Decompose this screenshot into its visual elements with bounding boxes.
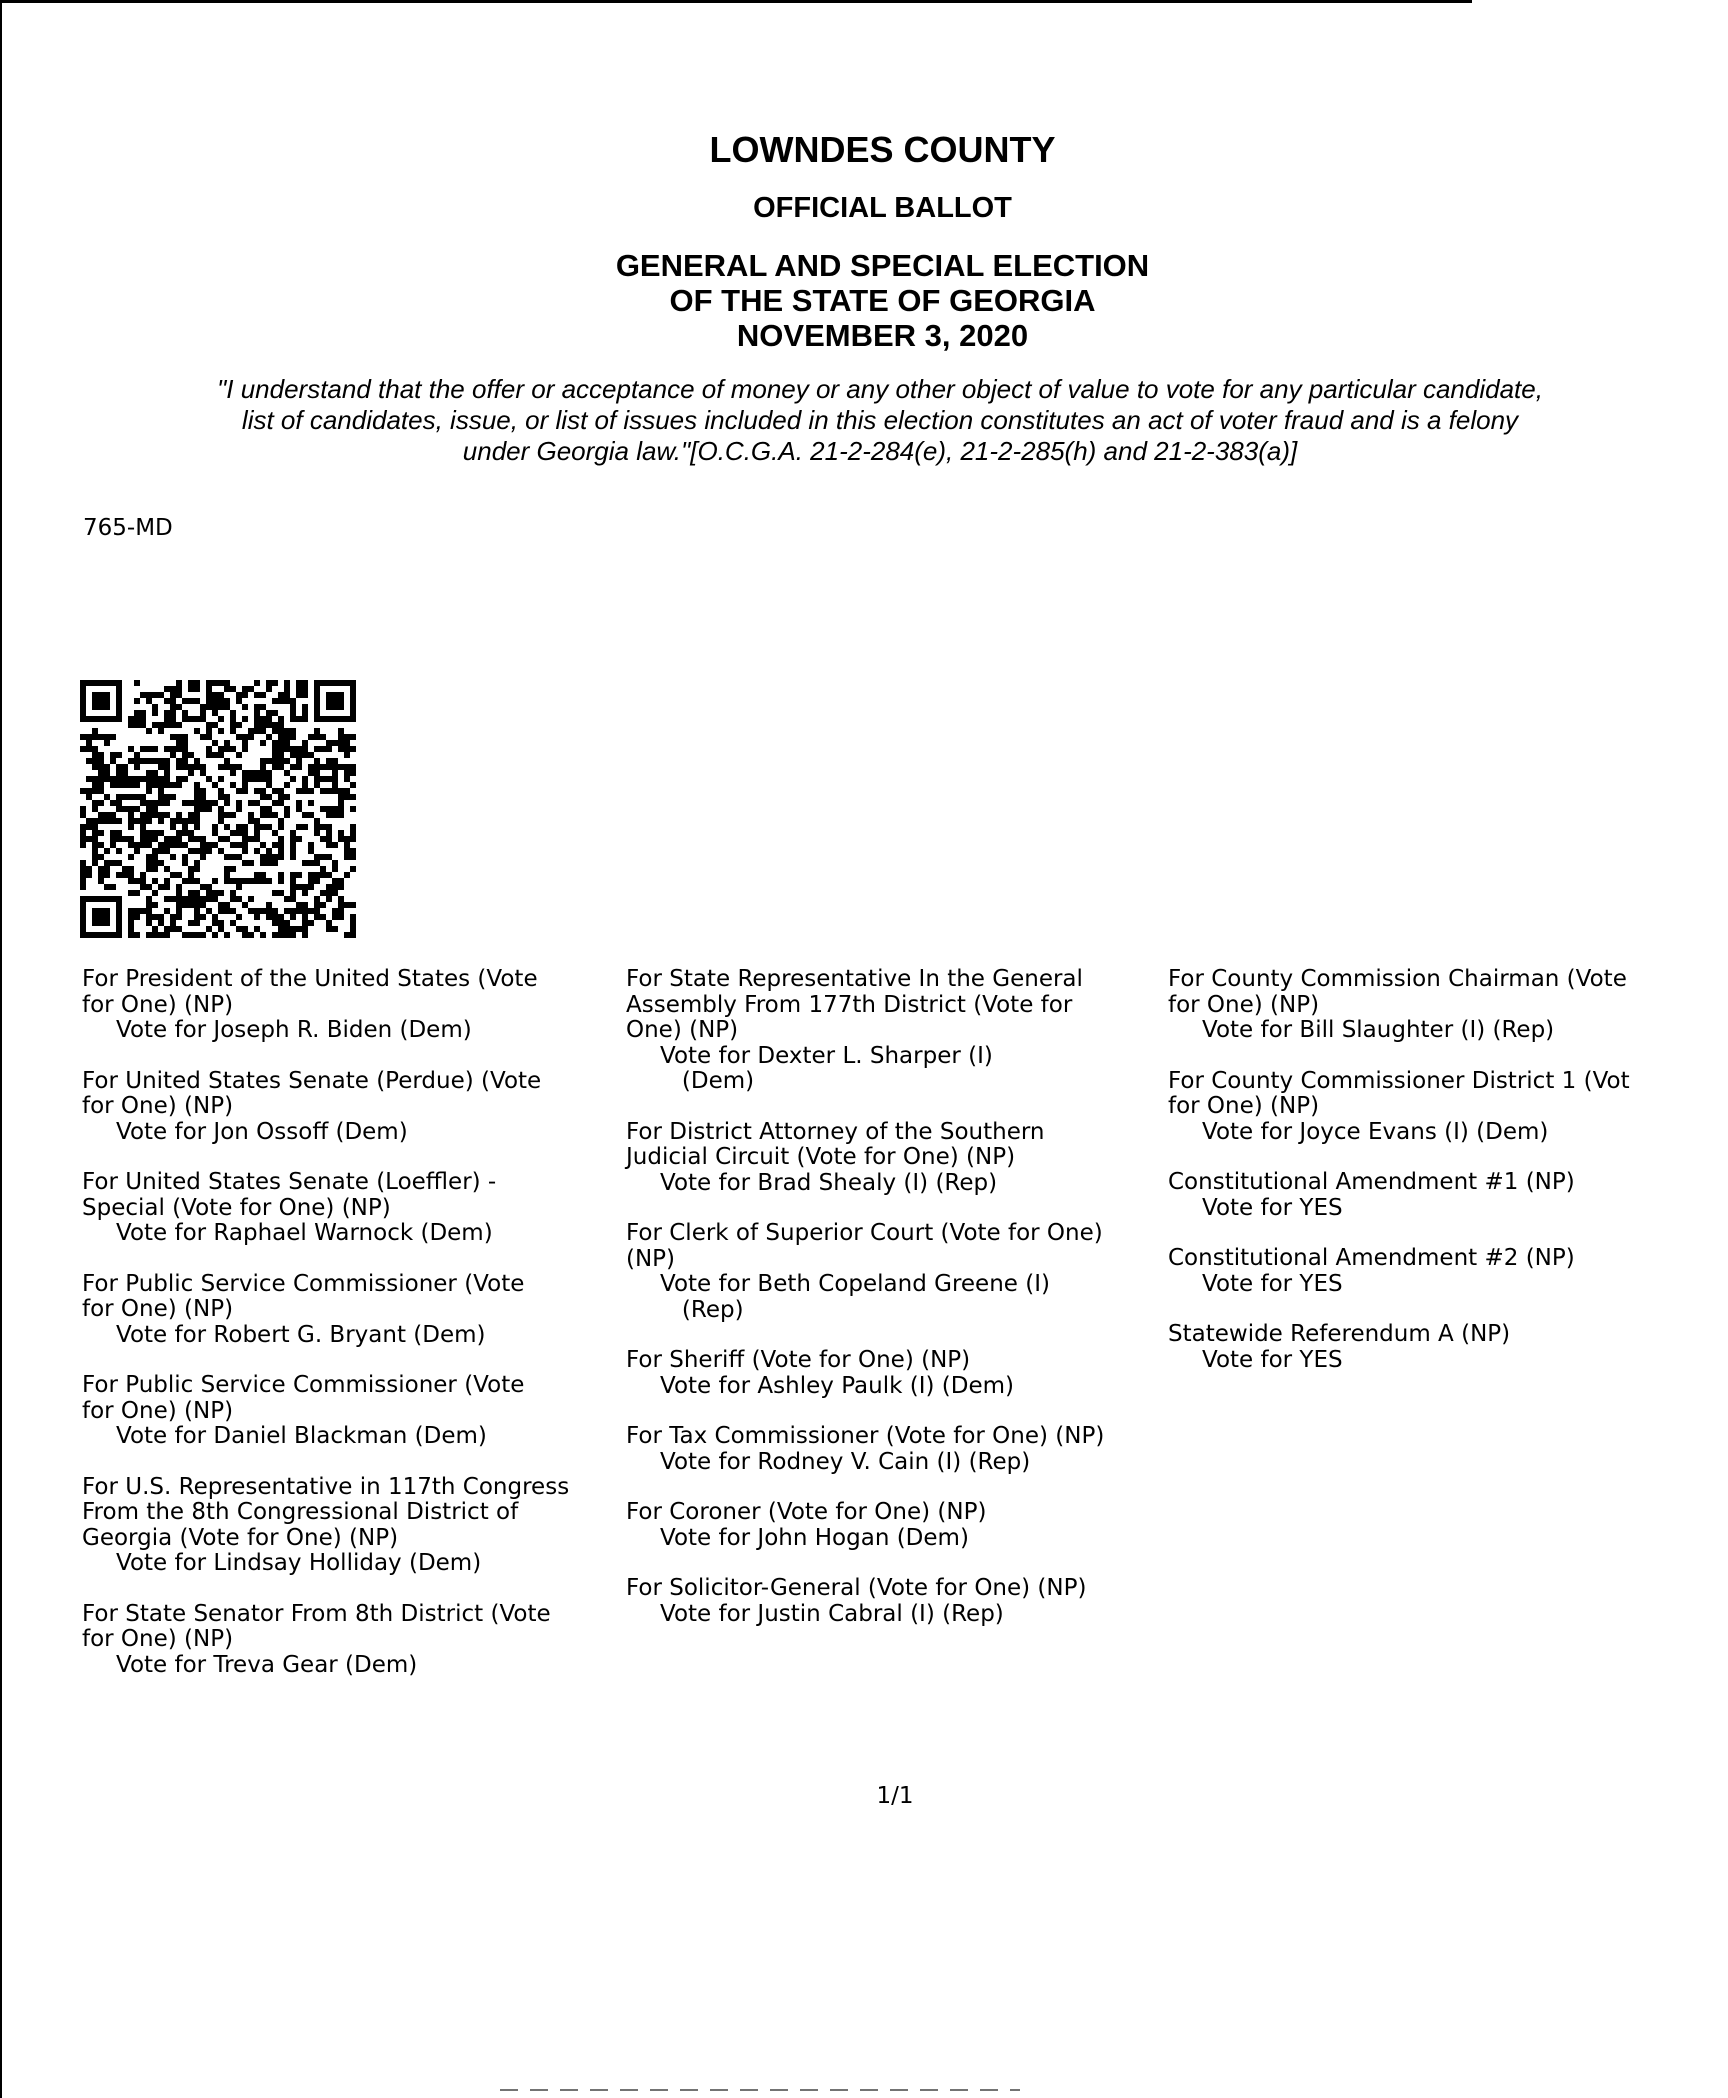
contest-block [82, 1602, 622, 1679]
selected-choice: (Rep) [660, 1296, 744, 1323]
selected-choice: Vote for Robert G. Bryant (Dem) [116, 1321, 486, 1348]
contest-title-line: For President of the United States (Vote [82, 966, 538, 992]
contest-block [1168, 967, 1688, 1044]
notice-line-1: "I understand that the offer or acceptance of money or any other object of value to vote for any particular candidate, [217, 374, 1543, 404]
election-date: NOVEMBER 3, 2020 [736, 318, 1029, 353]
contest-title-line: For Clerk of Superior Court (Vote for One) [626, 1220, 1103, 1246]
contest-block [82, 1069, 622, 1146]
county-title: LOWNDES COUNTY [709, 129, 1056, 170]
contest-column-2 [626, 967, 1166, 1652]
contest-title-line: Statewide Referendum A (NP) [1168, 1321, 1511, 1347]
contest-title-line: For State Senator From 8th District (Vote [82, 1600, 551, 1627]
ballot-type-title: OFFICIAL BALLOT [753, 192, 1012, 224]
selected-choice: Vote for Rodney V. Cain (I) (Rep) [660, 1448, 1031, 1475]
selected-choice: Vote for YES [1202, 1346, 1343, 1373]
contest-title-line: for One) (NP) [1168, 991, 1320, 1018]
contest-title-line: For Public Service Commissioner (Vote [82, 1372, 525, 1398]
voter-fraud-notice [70, 374, 1690, 467]
selected-choice: Vote for Lindsay Holliday (Dem) [116, 1550, 482, 1576]
contest-title-line: For County Commissioner District 1 (Vot [1168, 1067, 1630, 1094]
selected-choice: Vote for Jon Ossoff (Dem) [116, 1118, 408, 1145]
contest-title-line: For Sheriff (Vote for One) (NP) [626, 1347, 971, 1373]
contest-title-line: for One) (NP) [82, 1397, 234, 1424]
contest-title-line: For United States Senate (Loeffler) - [82, 1169, 497, 1195]
selected-choice: Vote for Dexter L. Sharper (I) [660, 1042, 993, 1069]
contest-block [82, 1475, 622, 1577]
election-title-line-2: OF THE STATE OF GEORGIA [669, 283, 1096, 318]
selected-choice: Vote for YES [1202, 1194, 1343, 1221]
contest-title-line: From the 8th Congressional District of [82, 1499, 519, 1525]
contest-column-1 [82, 967, 622, 1703]
contest-title-line: For United States Senate (Perdue) (Vote [82, 1067, 542, 1094]
selected-choice: Vote for Daniel Blackman (Dem) [116, 1423, 487, 1449]
ballot-header [0, 128, 1728, 353]
contest-block [82, 967, 622, 1044]
contest-title-line: For County Commission Chairman (Vote [1168, 966, 1627, 992]
notice-line-3: under Georgia law."[O.C.G.A. 21-2-284(e), 21-2-285(h) and 21-2-383(a)] [462, 436, 1298, 466]
contest-title-line: Assembly From 177th District (Vote for [626, 991, 1073, 1018]
contest-title-line: One) (NP) [626, 1017, 739, 1043]
contest-title-line: For State Representative In the General [626, 966, 1083, 992]
contest-title-line: For Public Service Commissioner (Vote [82, 1270, 525, 1297]
contest-title-line: Constitutional Amendment #2 (NP) [1168, 1245, 1575, 1271]
contest-title-line: for One) (NP) [82, 1093, 234, 1119]
contest-block [82, 1272, 622, 1349]
ballot-style-code: 765-MD [83, 515, 173, 541]
selected-choice: Vote for Beth Copeland Greene (I) [660, 1271, 1050, 1297]
contest-block [626, 1500, 1166, 1551]
contest-block [626, 1424, 1166, 1475]
page-number: 1/1 [876, 1783, 914, 1809]
contest-block [1168, 1170, 1688, 1221]
contest-title-line: for One) (NP) [1168, 1093, 1320, 1119]
contest-block [1168, 1322, 1688, 1373]
qr-code-icon [80, 680, 356, 938]
contest-title-line: (NP) [626, 1245, 676, 1272]
contest-block [1168, 1069, 1688, 1146]
selected-choice: Vote for Bill Slaughter (I) (Rep) [1202, 1017, 1555, 1043]
contest-title-line: Special (Vote for One) (NP) [82, 1194, 391, 1221]
contest-title-line: for One) (NP) [82, 1296, 234, 1322]
contest-title-line: For U.S. Representative in 117th Congress [82, 1473, 570, 1500]
selected-choice: Vote for John Hogan (Dem) [660, 1524, 969, 1551]
contest-column-3 [1168, 967, 1688, 1398]
selected-choice: (Dem) [660, 1068, 755, 1094]
contest-block [626, 1348, 1166, 1399]
contest-block [626, 1120, 1166, 1197]
bottom-scan-marks [500, 2089, 1020, 2091]
selected-choice: Vote for Joyce Evans (I) (Dem) [1202, 1118, 1549, 1145]
contest-block [626, 967, 1166, 1095]
selected-choice: Vote for Raphael Warnock (Dem) [116, 1220, 493, 1246]
contest-title-line: Constitutional Amendment #1 (NP) [1168, 1169, 1575, 1195]
contest-block [1168, 1246, 1688, 1297]
contest-title-line: For District Attorney of the Southern [626, 1118, 1045, 1145]
selected-choice: Vote for Brad Shealy (I) (Rep) [660, 1169, 998, 1196]
selected-choice: Vote for YES [1202, 1270, 1343, 1297]
selected-choice: Vote for Joseph R. Biden (Dem) [116, 1017, 472, 1043]
election-title [0, 248, 1728, 353]
contest-block [626, 1221, 1166, 1323]
election-title-line-1: GENERAL AND SPECIAL ELECTION [615, 248, 1150, 283]
contest-title-line: Georgia (Vote for One) (NP) [82, 1524, 399, 1551]
contest-block [82, 1170, 622, 1247]
selected-choice: Vote for Ashley Paulk (I) (Dem) [660, 1372, 1014, 1399]
contest-block [626, 1576, 1166, 1627]
selected-choice: Vote for Treva Gear (Dem) [116, 1651, 418, 1678]
selected-choice: Vote for Justin Cabral (I) (Rep) [660, 1600, 1004, 1627]
contest-title-line: Judicial Circuit (Vote for One) (NP) [626, 1144, 1016, 1170]
contest-title-line: For Tax Commissioner (Vote for One) (NP) [626, 1423, 1105, 1449]
contest-title-line: For Coroner (Vote for One) (NP) [626, 1499, 987, 1525]
contest-title-line: for One) (NP) [82, 991, 234, 1018]
contest-block [82, 1373, 622, 1450]
contest-title-line: for One) (NP) [82, 1626, 234, 1652]
top-border-line [0, 0, 1472, 3]
notice-line-2: list of candidates, issue, or list of issues included in this election constitutes an act of voter fraud and is a felony [241, 405, 1519, 435]
contest-title-line: For Solicitor-General (Vote for One) (NP) [626, 1575, 1087, 1601]
